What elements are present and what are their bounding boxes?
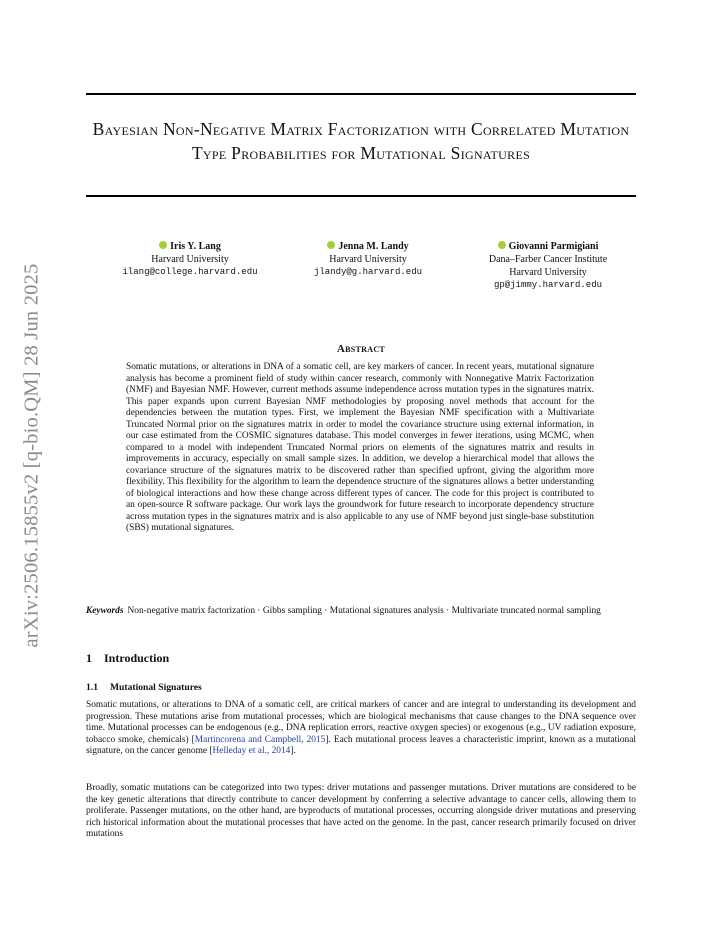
keywords [86, 606, 636, 618]
author-name: Giovanni Parmigiani [508, 241, 599, 252]
subsection-number: 1.1 [86, 682, 98, 693]
author-email[interactable]: gp@jimmy.harvard.edu [493, 280, 603, 290]
orcid-icon[interactable] [327, 241, 335, 249]
subsection-title: Mutational Signatures [110, 682, 202, 693]
paragraph-text: Somatic mutations, or alterations to DNA of a somatic cell, are critical markers of cancer and are integral to understanding its development and progression. These mutations arise from mutational processes, which are biological mechanisms that cause changes to the DNA sequence over time. Mutational processes can be endogenous (e.g., DNA replication errors, reactive oxygen species) or exogenous (e.g., UV radiation exposure, tobacco smoke, chemicals) [ [86, 700, 636, 745]
author-2 [293, 240, 443, 279]
author-1 [105, 240, 275, 279]
section-number: 1 [86, 651, 92, 665]
author-affiliation: Harvard University [329, 254, 407, 265]
title-rule-bottom [86, 195, 636, 197]
citation-link[interactable]: Helleday et al., 2014 [212, 746, 291, 757]
paragraph-text: ]. Each mutational process leaves a characteristic imprint, known as a mutational signature, on the cancer genome [ [86, 734, 637, 757]
paragraph-text: ]. [290, 746, 296, 757]
paper-title: Bayesian Non-Negative Matrix Factorization with Correlated Mutation Type Probabilities for Mutational Signatures [92, 119, 630, 163]
paragraph-2: Broadly, somatic mutations can be categorized into two types: driver mutations and passenger mutations. Driver mutations are considered to be the key genetic alterations that directly contribute to cancer development by conferring a selective advantage to cancer cells, allowing them to proliferate. Passenger mutations, on the other hand, are byproducts of mutational processes, occurring alongside driver mutations and preserving rich historical information about the mutational processes that have acted on the genome. In the past, cancer research primarily focused on driver mutations [86, 783, 636, 840]
citation-link[interactable]: Martincorena and Campbell, 2015 [194, 734, 326, 745]
author-affiliation: Harvard University [151, 254, 229, 265]
orcid-icon[interactable] [159, 241, 167, 249]
section-title: Introduction [104, 651, 170, 665]
title-rule-top [86, 93, 636, 95]
subsection-heading [86, 682, 202, 693]
author-name: Iris Y. Lang [170, 241, 221, 252]
author-3 [458, 240, 638, 292]
author-name: Jenna M. Landy [338, 241, 409, 252]
author-email[interactable]: jlandy@g.harvard.edu [313, 267, 423, 277]
orcid-icon[interactable] [498, 241, 506, 249]
arxiv-id: arXiv:2506.15855v2 [q-bio.QM] 28 Jun 2025 [20, 262, 43, 648]
author-affiliation: Dana–Farber Cancer Institute [488, 254, 608, 265]
keywords-text: Non-negative matrix factorization · Gibbs sampling · Mutational signatures analysis · Multivariate truncated normal sampling [127, 606, 601, 616]
keywords-label: Keywords [86, 606, 124, 616]
author-email[interactable]: ilang@college.harvard.edu [122, 267, 258, 277]
section-heading [86, 651, 169, 666]
abstract-heading: Abstract [336, 343, 386, 355]
abstract-text: Somatic mutations, or alterations in DNA of a somatic cell, are key markers of cancer. In recent years, mutational signature analysis has become a prominent field of study within cancer research, commonly with Nonnegative Matrix Factorization (NMF) and Bayesian NMF. However, current methods assume independence across mutation types in the signatures matrix. This paper expands upon current Bayesian NMF methodologies by proposing novel methods that account for the dependencies between the mutation types. First, we implement the Bayesian NMF specification with a Multivariate Truncated Normal prior on the signatures matrix in order to model the covariance structure using external information, in our case estimated from the COSMIC signatures database. This model converges in fewer iterations, using MCMC, when compared to a model with independent Truncated Normal priors on elements of the signatures matrix and results in improvements in accuracy, especially on small sample sizes. In addition, we develop a hierarchical model that allows the covariance structure of the signatures matrix to be discovered rather than specified upfront, giving the algorithm more flexibility. This flexibility for the algorithm to learn the dependence structure of the signatures allows a better understanding of biological interactions and how these change across different types of cancer. The code for this project is contributed to an open-source R software package. Our work lays the groundwork for future research to incorporate dependency structure across mutation types in the signatures matrix and is also applicable to any use of NMF beyond just single-base substitution (SBS) mutational signatures. [126, 362, 594, 533]
paragraph-1 [86, 700, 636, 758]
author-affiliation-2: Harvard University [509, 267, 587, 278]
arxiv-stamp [10, 245, 54, 665]
